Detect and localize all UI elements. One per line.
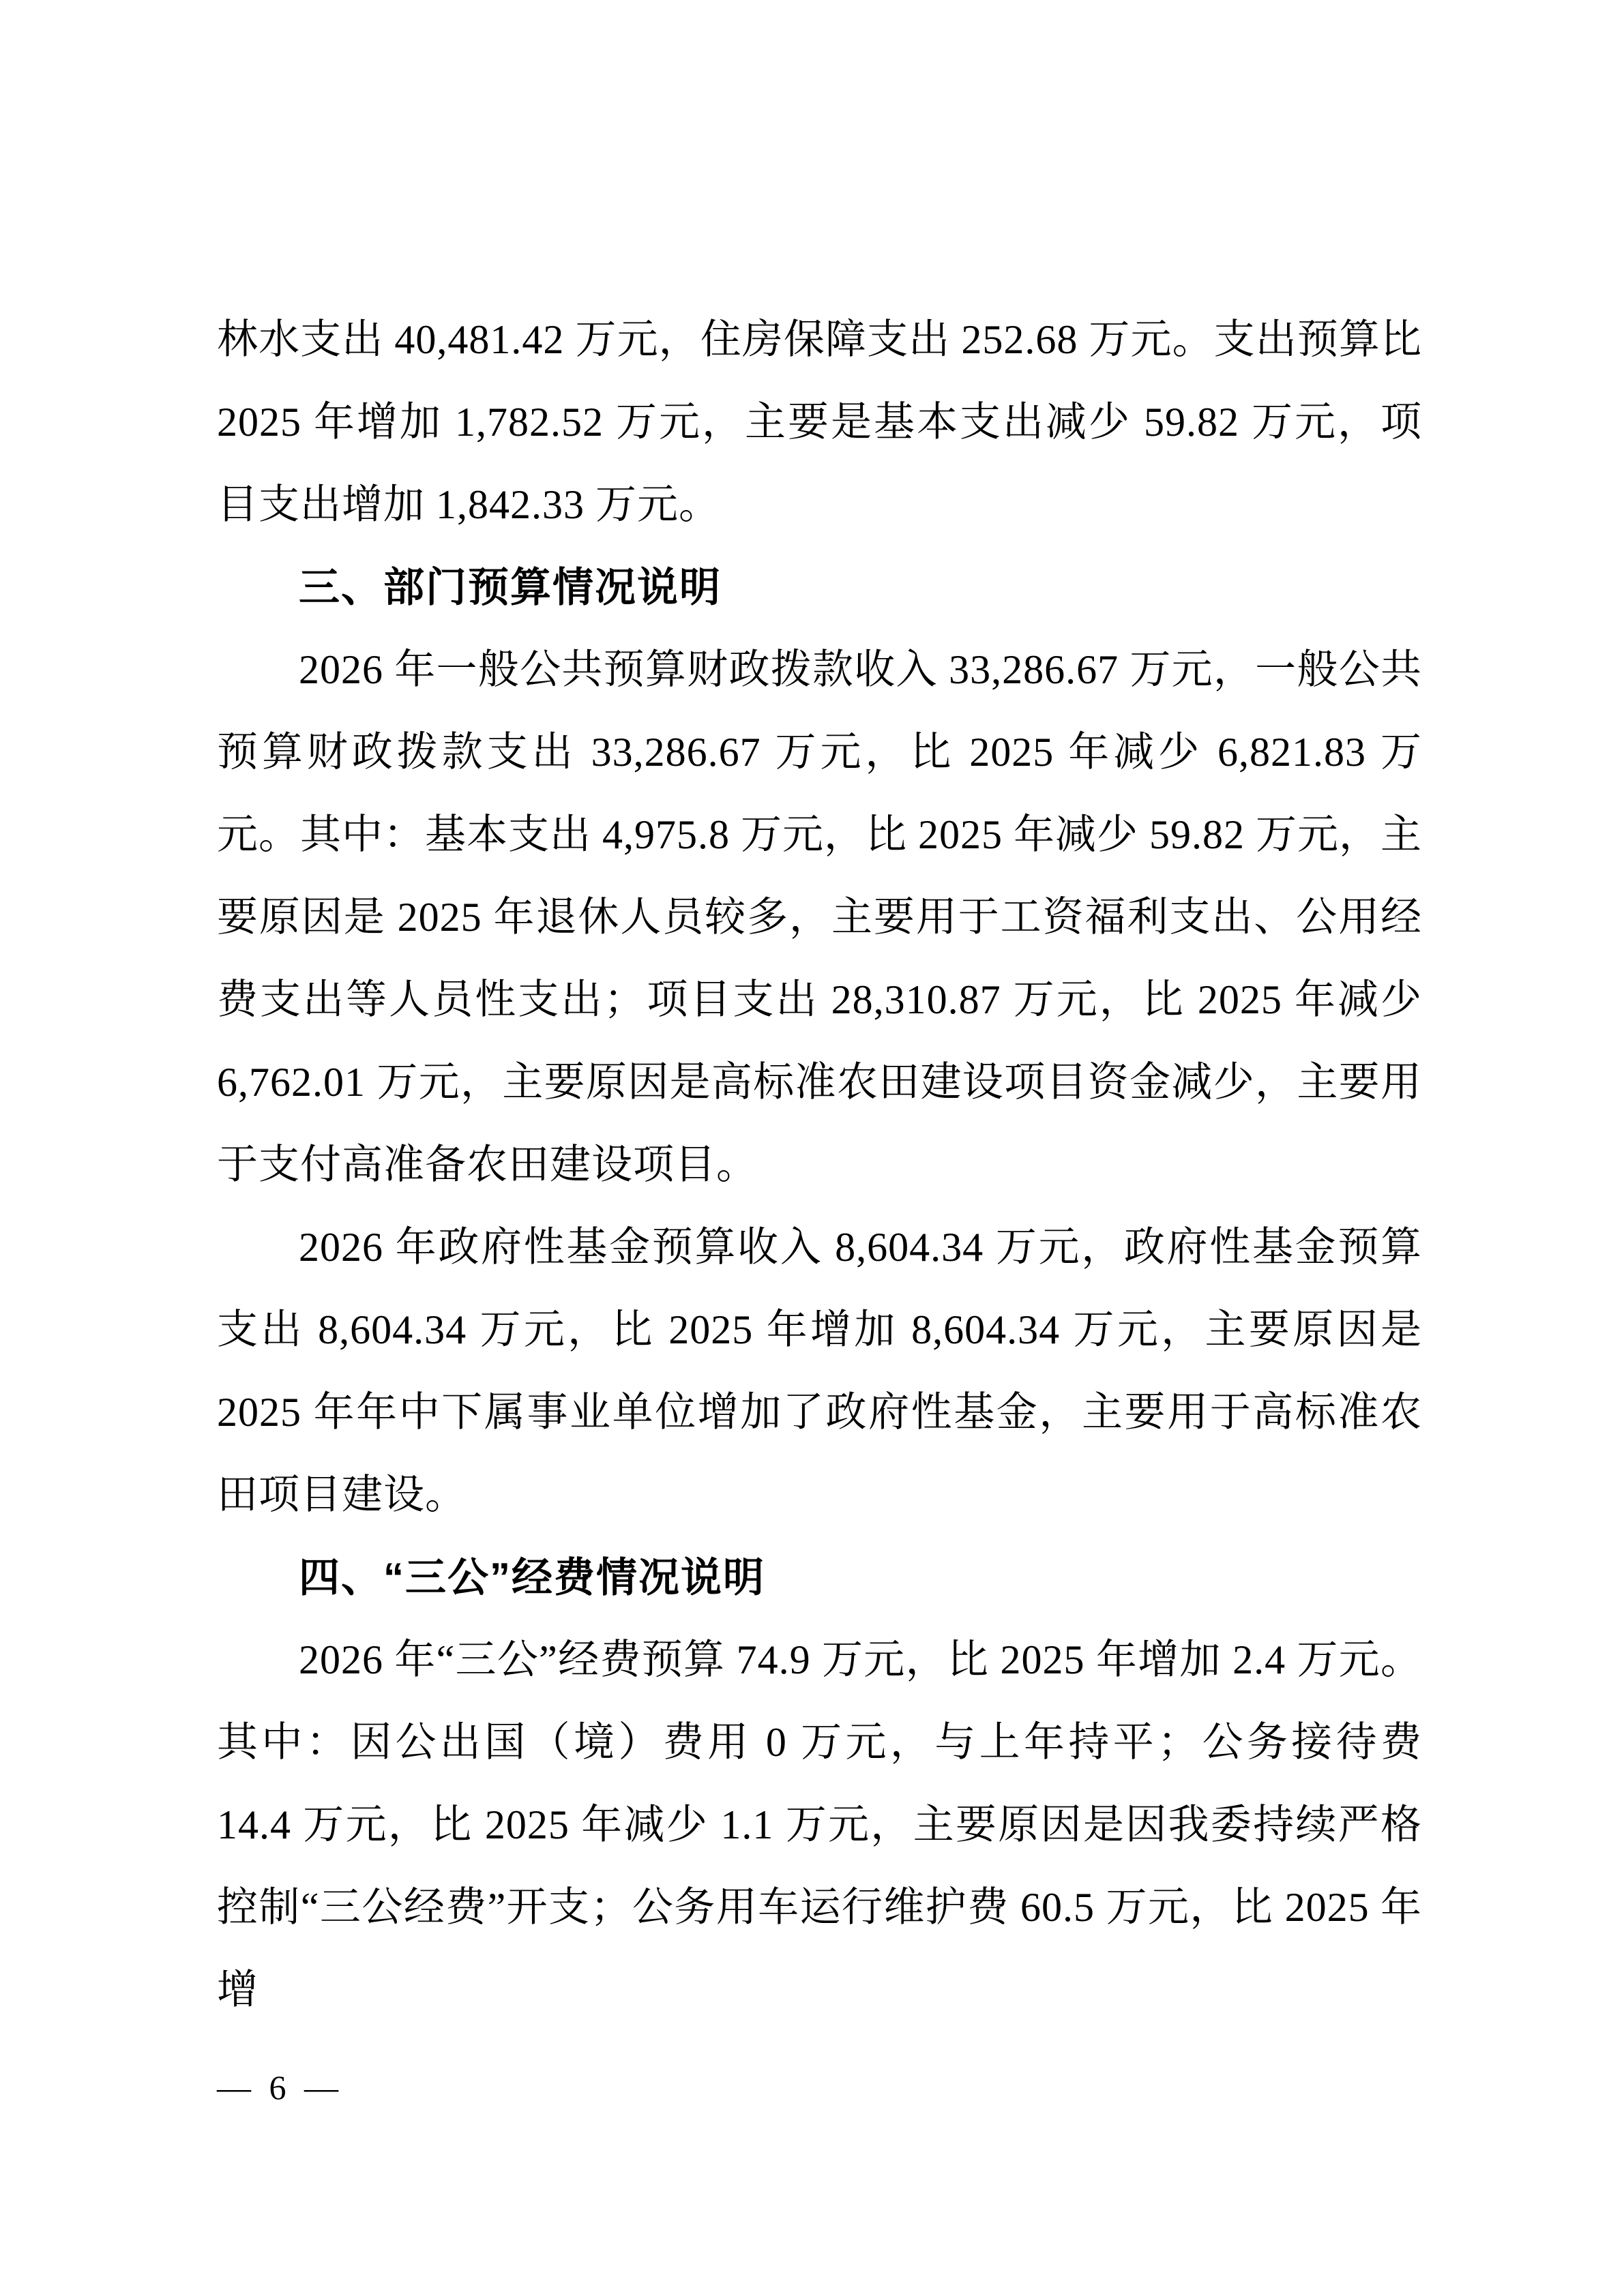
paragraph-expenditure-summary-continuation: 林水支出 40,481.42 万元，住房保障支出 252.68 万元。支出预算比 2025 年增加 1,782.52 万元，主要是基本支出减少 59.82 万元，项目支出增加 1,842.33 万元。 — [217, 317, 1422, 527]
paragraph-three-public-expenses-cut-off: 2026 年“三公”经费预算 74.9 万元，比 2025 年增加 2.4 万元。其中：因公出国（境）费用 0 万元，与上年持平；公务接待费 14.4 万元，比 2025 年减少 1.1 万元，主要原因是因我委持续严格控制“三公经费”开支；公务用车运行维护费 60.5 万元，比 2025 年增 — [217, 1637, 1422, 2012]
paragraph-general-public-budget: 2026 年一般公共预算财政拨款收入 33,286.67 万元，一般公共预算财政拨款支出 33,286.67 万元，比 2025 年减少 6,821.83 万元。其中：基本支出 4,975.8 万元，比 2025 年减少 59.82 万元，主要原因是 2025 年退休人员较多，主要用于工资福利支出、公用经费支出等人员性支出；项目支出 28,310.87 万元，比 2025 年减少 6,762.01 万元，主要原因是高标准农田建设项目资金减少，主要用于支付高准备农田建设项目。 — [217, 647, 1422, 1187]
page-number: — 6 — — [217, 2068, 338, 2106]
paragraph-government-fund-budget: 2026 年政府性基金预算收入 8,604.34 万元，政府性基金预算支出 8,604.34 万元，比 2025 年增加 8,604.34 万元，主要原因是 2025 年年中下属事业单位增加了政府性基金，主要用于高标准农田项目建设。 — [217, 1225, 1422, 1517]
page-footer — [217, 2066, 338, 2108]
section-heading-department-budget: 三、部门预算情况说明 — [299, 565, 722, 610]
document-body — [217, 299, 1422, 2031]
section-heading-three-public-expenses: 四、“三公”经费情况说明 — [299, 1555, 765, 1600]
